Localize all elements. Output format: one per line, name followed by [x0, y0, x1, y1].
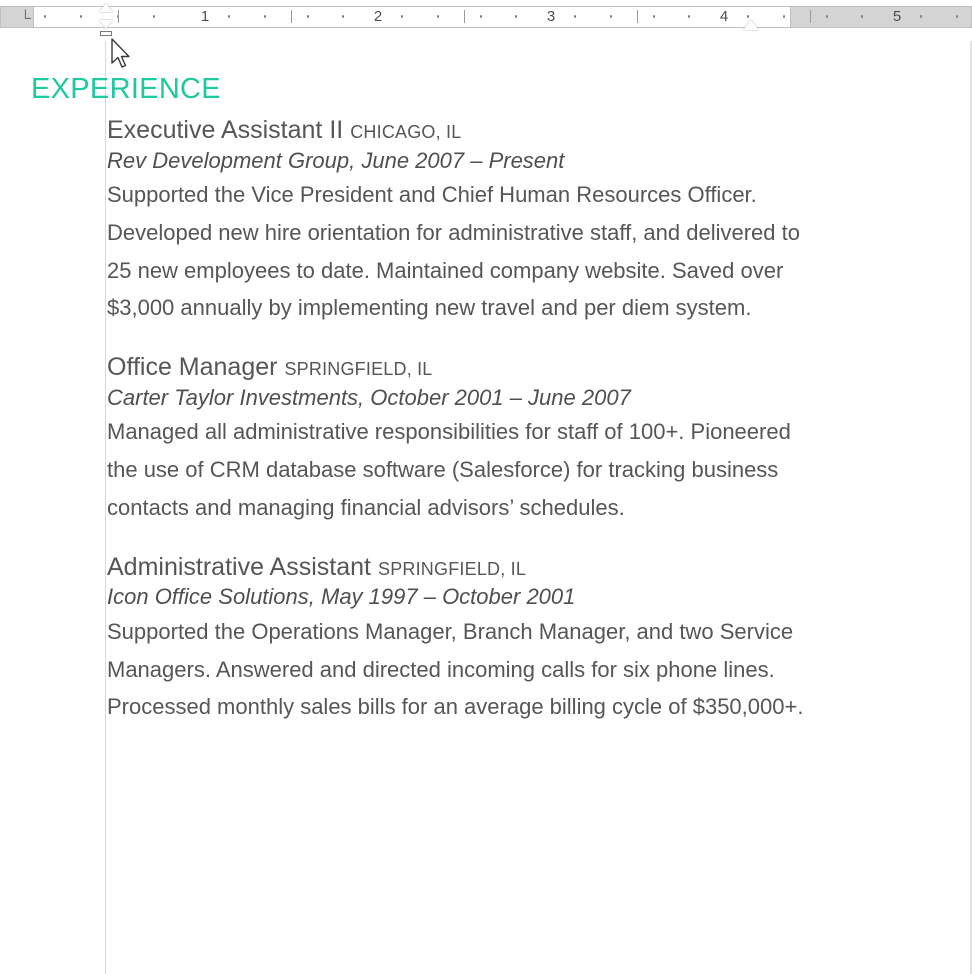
ruler-number-5: 5 — [892, 8, 902, 25]
ruler-number-4: 4 — [719, 8, 729, 25]
experience-list — [107, 116, 807, 726]
list-item[interactable] — [107, 353, 807, 526]
ruler-ticks — [0, 6, 972, 28]
ruler-number-1: 1 — [200, 8, 210, 25]
right-indent-marker[interactable] — [743, 20, 759, 30]
page-title: EXPERIENCE — [31, 73, 221, 105]
job-description: Supported the Operations Manager, Branch Manager, and two Service Managers. Answered and directed incoming calls for six phone lines. Processed monthly sales bills for an average billing cycle of $350,000+. — [107, 618, 804, 720]
job-description: Supported the Vice President and Chief Human Resources Officer. Developed new hire orientation for administrative staff, and delivered to 25 new employees to date. Maintained company website. Saved over $3,000 annually by implementing new travel and per diem system. — [107, 182, 800, 321]
ruler-number-2: 2 — [373, 8, 383, 25]
document-content[interactable] — [0, 41, 970, 974]
hanging-indent-marker[interactable] — [99, 20, 113, 29]
job-heading — [107, 553, 807, 583]
job-location: SPRINGFIELD, IL — [284, 359, 433, 380]
tab-stop-selector-icon[interactable]: └ — [20, 10, 31, 27]
job-company-dates: Icon Office Solutions, May 1997 – October 2001 — [107, 584, 576, 610]
job-title: Executive Assistant II — [107, 116, 344, 144]
job-company-dates: Rev Development Group, June 2007 – Present — [107, 147, 565, 173]
ruler-number-3: 3 — [546, 8, 556, 25]
document-page[interactable] — [0, 41, 972, 974]
job-heading — [107, 353, 807, 383]
job-description: Managed all administrative responsibilities for staff of 100+. Pioneered the use of CRM database software (Salesforce) for tracking business contacts and managing financial advisors’ schedules. — [107, 419, 791, 520]
text-column-guide — [105, 41, 106, 974]
job-location: CHICAGO, IL — [350, 122, 462, 142]
left-indent-marker[interactable] — [100, 31, 112, 36]
job-heading — [107, 116, 807, 146]
job-location: SPRINGFIELD, IL — [378, 558, 527, 579]
list-item[interactable] — [107, 553, 807, 726]
job-title: Administrative Assistant — [107, 552, 371, 581]
first-line-indent-marker[interactable] — [99, 3, 113, 12]
job-company-dates: Carter Taylor Investments, October 2001 – June 2007 — [107, 384, 631, 410]
list-item[interactable] — [107, 116, 807, 327]
job-title: Office Manager — [107, 353, 278, 382]
document-ruler[interactable] — [0, 0, 972, 42]
